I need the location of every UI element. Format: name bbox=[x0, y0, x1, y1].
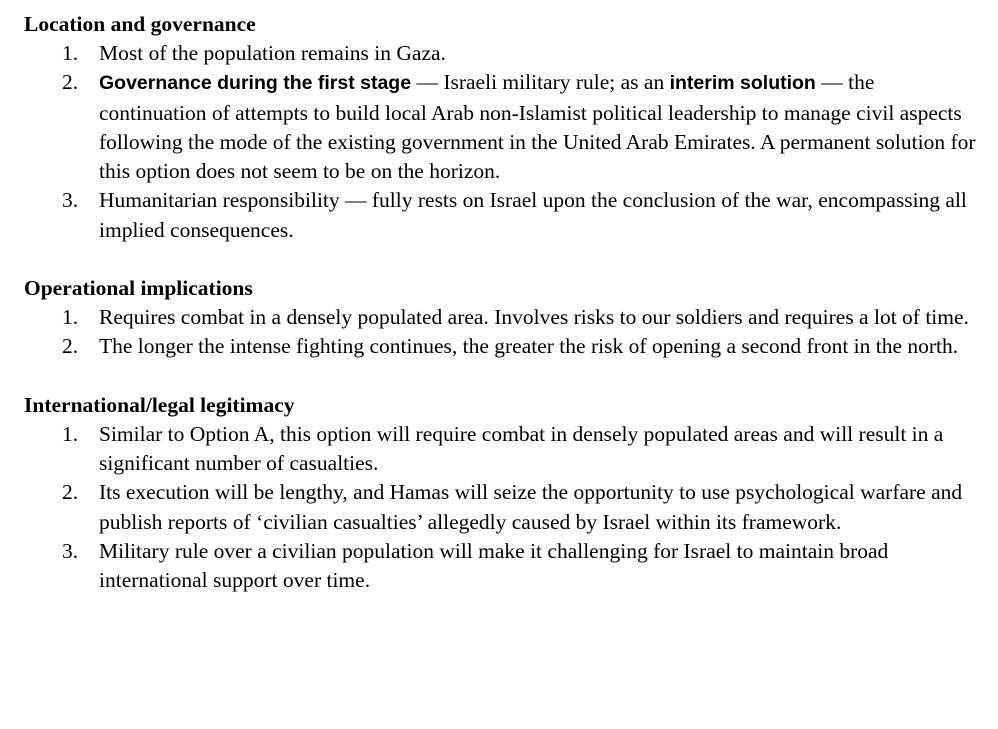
list-item bbox=[24, 68, 984, 186]
list-number: 2. bbox=[62, 334, 79, 359]
section-location-governance bbox=[24, 10, 984, 245]
bold-term: Governance during the first stage bbox=[99, 72, 412, 95]
section-heading: Location and governance bbox=[24, 12, 256, 36]
section-heading: International/legal legitimacy bbox=[24, 392, 295, 417]
bold-term: interim solution bbox=[669, 72, 816, 95]
section-operational-implications bbox=[24, 274, 984, 362]
list-item bbox=[24, 478, 984, 537]
list-number: 1. bbox=[62, 421, 79, 446]
list-item bbox=[24, 303, 984, 332]
list-number: 2. bbox=[62, 70, 79, 95]
numbered-list bbox=[24, 39, 984, 245]
list-number: 2. bbox=[62, 480, 79, 505]
list-item-text: The longer the intense fighting continues, the greater the risk of opening a second front in the north. bbox=[99, 334, 959, 359]
list-number: 3. bbox=[62, 538, 79, 563]
list-item-text: Its execution will be lengthy, and Hamas will seize the opportunity to use psychological warfare and publish reports of ‘civilian casualties’ allegedly caused by Israel within its framework. bbox=[99, 480, 963, 534]
list-item-text: Humanitarian responsibility — fully rests on Israel upon the conclusion of the war, encompassing all implied consequences. bbox=[99, 188, 967, 242]
list-item bbox=[24, 537, 984, 596]
list-item bbox=[24, 39, 984, 68]
list-item-text: — Israeli military rule; as an bbox=[411, 70, 670, 95]
list-item-text: — the continuation of attempts to build local Arab non-Islamist political leadership to manage civil aspects following the mode of the existing government in the United Arab Emirates. A permanent solution for this option does not seem to be on the horizon. bbox=[99, 70, 976, 184]
list-number: 1. bbox=[62, 41, 79, 65]
list-number: 3. bbox=[62, 188, 79, 213]
list-number: 1. bbox=[62, 305, 79, 330]
list-item bbox=[24, 186, 984, 245]
numbered-list bbox=[24, 303, 984, 362]
list-item-text: Military rule over a civilian population will make it challenging for Israel to maintain broad international support over time. bbox=[99, 538, 889, 593]
numbered-list bbox=[24, 420, 984, 596]
list-item-text: Most of the population remains in Gaza. bbox=[99, 41, 446, 65]
section-international-legitimacy bbox=[24, 391, 984, 596]
section-heading: Operational implications bbox=[24, 276, 253, 301]
list-item-text: Similar to Option A, this option will require combat in densely populated areas and will result in a significant number of casualties. bbox=[99, 421, 944, 475]
list-item-text: Requires combat in a densely populated area. Involves risks to our soldiers and requires a lot of time. bbox=[99, 305, 969, 330]
list-item bbox=[24, 332, 984, 361]
document-page bbox=[24, 10, 984, 595]
list-item bbox=[24, 420, 984, 479]
